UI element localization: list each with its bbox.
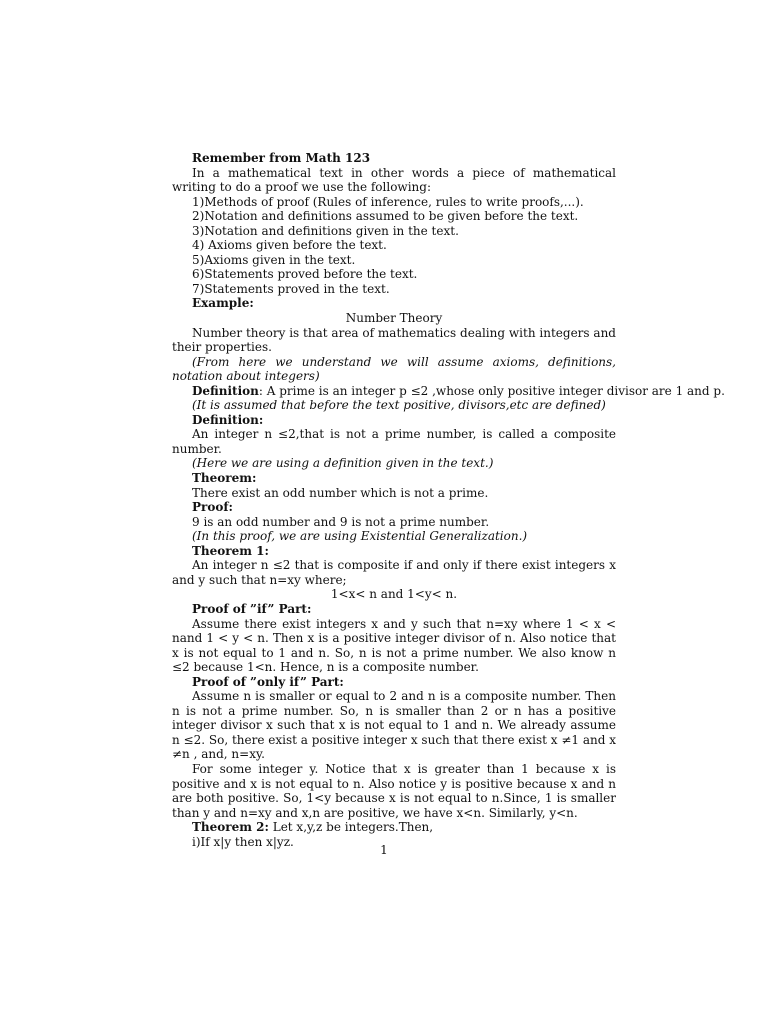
definition-composite: An integer n ≤2,that is not a prime number, is called a composite number. [172, 427, 616, 456]
number-theory-definition: Number theory is that area of mathematics dealing with integers and their properties. [172, 325, 616, 355]
theorem-2-text: Let x,y,z be integers.Then, [268, 820, 434, 835]
note-paragraph: (In this proof, we are using Existential Generalization.) [192, 529, 528, 544]
theorem-2-part-i: i)If x|y then x|yz. [192, 834, 294, 849]
example-heading: Example: [192, 296, 254, 311]
note-paragraph: (From here we understand we will assume axioms, definitions, notation about integers) [172, 354, 616, 384]
theorem-text: There exist an odd number which is not a prime. [192, 485, 489, 500]
theorem-label: Theorem: [192, 471, 257, 486]
proof-if-text: Assume there exist integers x and y such that n=xy where 1 < x < nand 1 < y < n. Then x is a positive integer divisor of n. Also notice that x is not equal to 1 and n. So, n is not a prime number. We also know n ≤2 because 1<n. Hence, n is a composite number. [172, 616, 616, 675]
definition-label: Definition: [192, 412, 264, 427]
theorem-1-label: Theorem 1: [192, 543, 269, 558]
theorem-1-equation: 1<x< n and 1<y< n. [330, 587, 458, 602]
proof-only-if-text-continued: For some integer y. Notice that x is greater than 1 because x is positive and x is not equal to n. Also notice y is positive because x and n are both positive. So, 1<y because x is not equal to n.Since, 1 is smaller than y and n=xy and x,n are positive, we have x<n. Similarly, y<n. [172, 761, 616, 820]
definition-text: : A prime is an integer p ≤2 ,whose only positive integer divisor are 1 and p. [258, 383, 725, 398]
page-body [172, 151, 725, 849]
list-item: 6)Statements proved before the text. [192, 267, 418, 282]
theorem-1-text: An integer n ≤2 that is composite if and only if there exist integers x and y such that n=xy where; [172, 558, 616, 587]
list-item: 3)Notation and definitions given in the text. [192, 223, 459, 238]
page-heading: Remember from Math 123 [192, 151, 371, 165]
definition-label: Definition [192, 383, 259, 398]
list-item: 2)Notation and definitions assumed to be given before the text. [192, 209, 579, 224]
proof-if-label: Proof of ”if” Part: [192, 601, 312, 616]
definition-prime [172, 383, 725, 399]
list-item: 1)Methods of proof (Rules of inference, rules to write proofs,...). [192, 194, 584, 209]
list-item: 5)Axioms given in the text. [192, 252, 356, 267]
list-item: 7)Statements proved in the text. [192, 281, 390, 296]
theorem-2-label: Theorem 2: [192, 820, 269, 835]
list-item: 4) Axioms given before the text. [192, 238, 387, 253]
note-paragraph: (It is assumed that before the text positive, divisors,etc are defined) [192, 398, 606, 413]
theorem-2 [172, 820, 616, 835]
proof-label: Proof: [192, 500, 233, 515]
proof-only-if-text: Assume n is smaller or equal to 2 and n is a composite number. Then n is not a prime number. So, n is smaller than 2 or n has a positive integer divisor x such that x is not equal to 1 and n. We already assume n ≤2. So, there exist a positive integer x such that there exist x ≠1 and x ≠n , and, n=xy. [172, 689, 616, 762]
note-paragraph: (Here we are using a definition given in the text.) [192, 456, 494, 471]
proof-only-if-label: Proof of ”only if” Part: [192, 674, 344, 689]
page-number: 1 [380, 843, 388, 857]
proof-text: 9 is an odd number and 9 is not a prime number. [192, 514, 490, 529]
section-title: Number Theory [345, 311, 443, 326]
intro-paragraph: In a mathematical text in other words a piece of mathematical writing to do a proof we use the following: [172, 165, 616, 195]
